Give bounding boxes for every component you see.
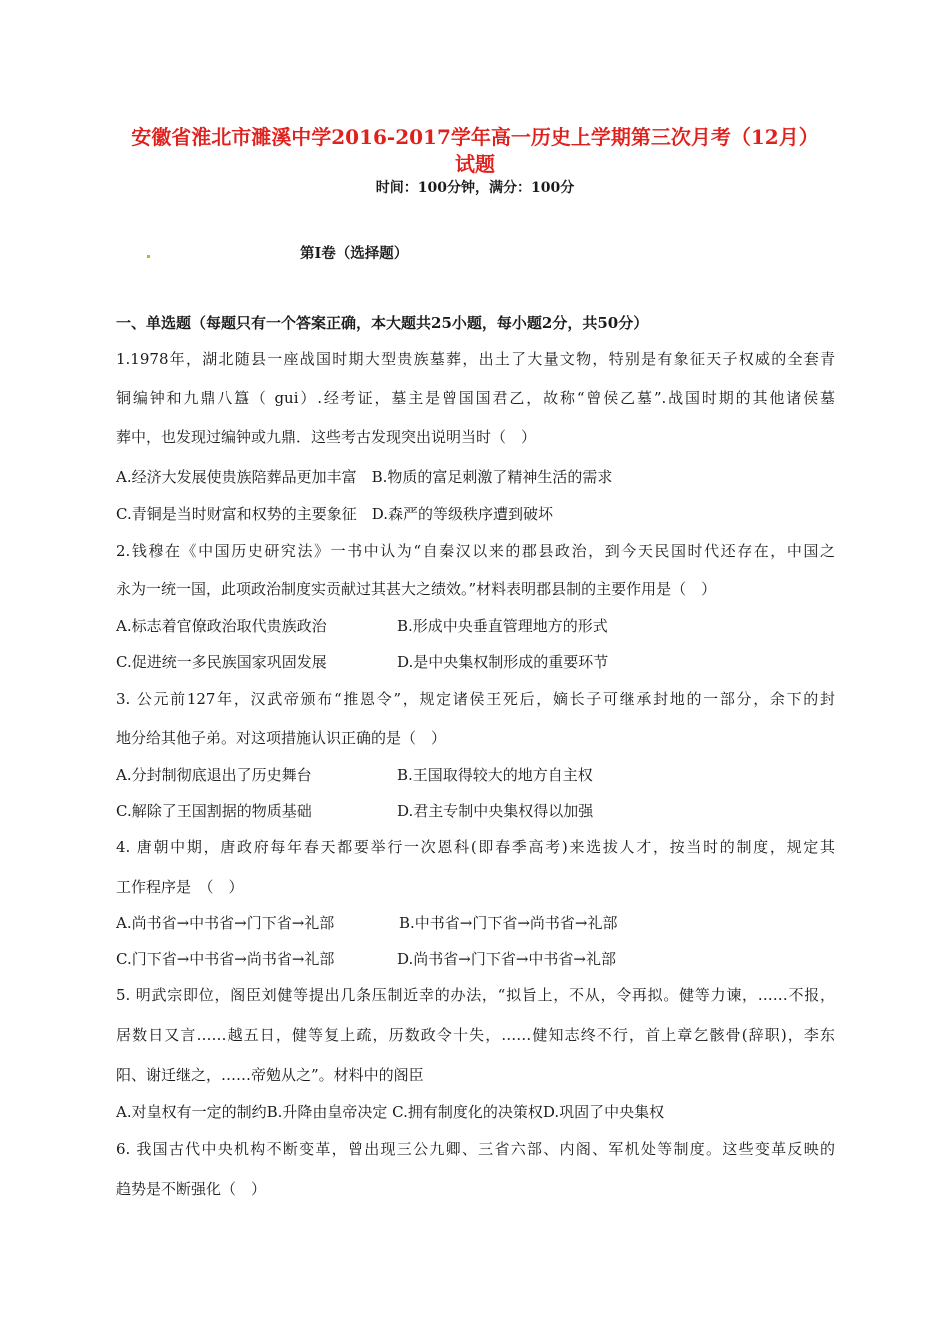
question-3-option-c: C.解除了王国割据的物质基础 — [116, 802, 312, 820]
question-2-option-d: D.是中央集权制形成的重要环节 — [397, 653, 609, 671]
question-6-line-2: 趋势是不断强化（ ） — [116, 1180, 267, 1198]
question-5-line-3: 阳、谢迁继之，……帝勉从之”。材料中的阁臣 — [116, 1066, 424, 1084]
question-3-option-d: D.君主专制中央集权得以加强 — [397, 802, 594, 820]
question-4-option-c: C.门下省→中书省→尚书省→礼部 — [116, 950, 335, 968]
question-3-line-1: 3. 公元前127年，汉武帝颁布“推恩令”，规定诸侯王死后，嫡长子可继承封地的一部分，余下的封 — [116, 690, 835, 708]
question-4-option-d: D.尚书省→门下省→中书省→礼部 — [397, 950, 616, 968]
question-1-options-cd: C.青铜是当时财富和权势的主要象征 D.森严的等级秩序遭到破坏 — [116, 505, 553, 523]
question-2-line-2: 永为一统一国，此项政治制度实贡献过其甚大之绩效。”材料表明郡县制的主要作用是（ ） — [116, 580, 717, 598]
question-3-line-2: 地分给其他子弟。对这项措施认识正确的是（ ） — [116, 729, 447, 747]
section-heading: 一、单选题（每题只有一个答案正确，本大题共25小题，每小题2分，共50分） — [116, 314, 649, 332]
question-2-line-1: 2.钱穆在《中国历史研究法》一书中认为“自秦汉以来的郡县政治，到今天民国时代还存在，中国之 — [116, 542, 835, 560]
question-4-option-a: A.尚书省→中书省→门下省→礼部 — [116, 914, 335, 932]
exam-title-line-2: 试题 — [455, 152, 495, 176]
question-1-options-ab: A.经济大发展使贵族陪葬品更加丰富 B.物质的富足刺激了精神生活的需求 — [116, 468, 613, 486]
question-6-line-1: 6. 我国古代中央机构不断变革，曾出现三公九卿、三省六部、内阁、军机处等制度。这些变革反映的 — [116, 1140, 835, 1158]
question-2-option-b: B.形成中央垂直管理地方的形式 — [397, 617, 608, 635]
question-2-option-a: A.标志着官僚政治取代贵族政治 — [116, 617, 327, 635]
question-4-option-b: B.中书省→门下省→尚书省→礼部 — [399, 914, 618, 932]
question-5-options: A.对皇权有一定的制约B.升降由皇帝决定 C.拥有制度化的决策权D.巩固了中央集权 — [116, 1103, 665, 1121]
question-3-option-b: B.王国取得较大的地方自主权 — [397, 766, 593, 784]
exam-title-line-1: 安徽省淮北市濉溪中学2016-2017学年高一历史上学期第三次月考（12月） — [131, 125, 819, 149]
question-1-line-3: 葬中，也发现过编钟或九鼎．这些考古发现突出说明当时（ ） — [116, 428, 537, 446]
question-3-option-a: A.分封制彻底退出了历史舞台 — [116, 766, 312, 784]
question-5-line-1: 5. 明武宗即位，阁臣刘健等提出几条压制近幸的办法，“拟旨上，不从，令再拟。健等力谏，……不报， — [116, 986, 835, 1004]
exam-time-score: 时间：100分钟，满分：100分 — [375, 180, 575, 196]
question-1-line-2: 铜编钟和九鼎八簋（ gui）.经考证，墓主是曾国国君乙，故称“曾侯乙墓”.战国时期的其他诸侯墓 — [116, 389, 835, 407]
question-4-line-2: 工作程序是 （ ） — [116, 878, 244, 896]
question-5-line-2: 居数日又言……越五日，健等复上疏，历数政令十失，……健知志终不行，首上章乞骸骨(辞职)，李东 — [116, 1026, 835, 1044]
question-2-option-c: C.促进统一多民族国家巩固发展 — [116, 653, 327, 671]
question-4-line-1: 4. 唐朝中期，唐政府每年春天都要举行一次恩科(即春季高考)来选拔人才，按当时的制度，规定其 — [116, 838, 835, 856]
volume-heading: 第Ⅰ卷（选择题） — [300, 245, 409, 262]
question-1-line-1: 1.1978年，湖北随县一座战国时期大型贵族墓葬，出土了大量文物，特别是有象征天子权威的全套青 — [116, 350, 835, 368]
speck-mark — [147, 255, 150, 258]
